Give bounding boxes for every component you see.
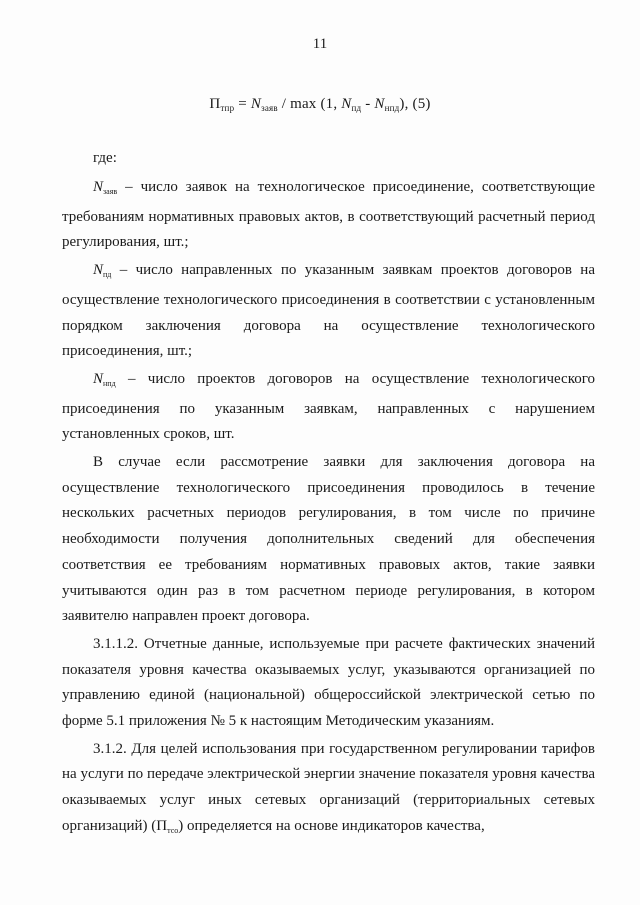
formula-5: $П_{тпр} = N_{заяв} / \max (1$, $N_{пд} - N_{нпд}$), (5) — [209, 96, 431, 113]
formula-lhs-sub: тпр — [220, 103, 235, 113]
formula-lhs: П — [209, 96, 221, 112]
formula-n-npd: N — [374, 96, 385, 112]
definition-n-zayav: $N_{заяв}$ – число заявок на технологическое присоединение, соответствующие требованиям нормативных правовых актов, в соответствующий расчетный период регулирования, шт.; — [62, 179, 595, 251]
definition-n-npd: $N_{нпд}$ – число проектов договоров на осуществление технологического присоединения по указанным заявкам, направленных с нарушением установленных сроков, шт. — [62, 370, 595, 443]
page-number: 11 — [312, 36, 328, 52]
where-label: где: — [93, 150, 117, 166]
paragraph-3-1-1-2: 3.1.1.2. Отчетные данные, используемые при расчете фактических значений показателя уровня качества оказываемых услуг, указываются организацией по управлению единой (национальной) общероссийской электрической сетью по форме 5.1 приложения № 5 к настоящим Методическим указаниям. — [62, 635, 595, 730]
paragraph-3-1-2: 3.1.2. Для целей использования при государственном регулировании тарифов на услуги по передаче электрической энергии значение показателя уровня качества оказываемых услуг иных сетевых организаций (территориальных сетевых организаций) $(П_{тсо})$ определяется на основе индикаторов качества, — [62, 740, 595, 835]
body-text — [62, 175, 595, 846]
definition-n-pd: $N_{пд}$ – число направленных по указанным заявкам проектов договоров на осуществление технологического присоединения в соответствии с установленным порядком заключения договора на осуществление технологического присоединения, шт.; — [62, 262, 595, 360]
formula-n-pd: N — [341, 96, 352, 112]
formula-n-zayav: N — [250, 96, 262, 112]
paragraph-multiple-periods: В случае если рассмотрение заявки для заключения договора на осуществление технологического присоединения проводилось в течение нескольких расчетных периодов регулирования, в том числе по причине необходимости получения дополнительных сведений для обеспечения соответствия ее требованиям нормативных правовых актов, такие заявки учитываются один раз в том расчетном периоде регулирования, в котором заявителю направлен проект договора. — [62, 454, 595, 625]
